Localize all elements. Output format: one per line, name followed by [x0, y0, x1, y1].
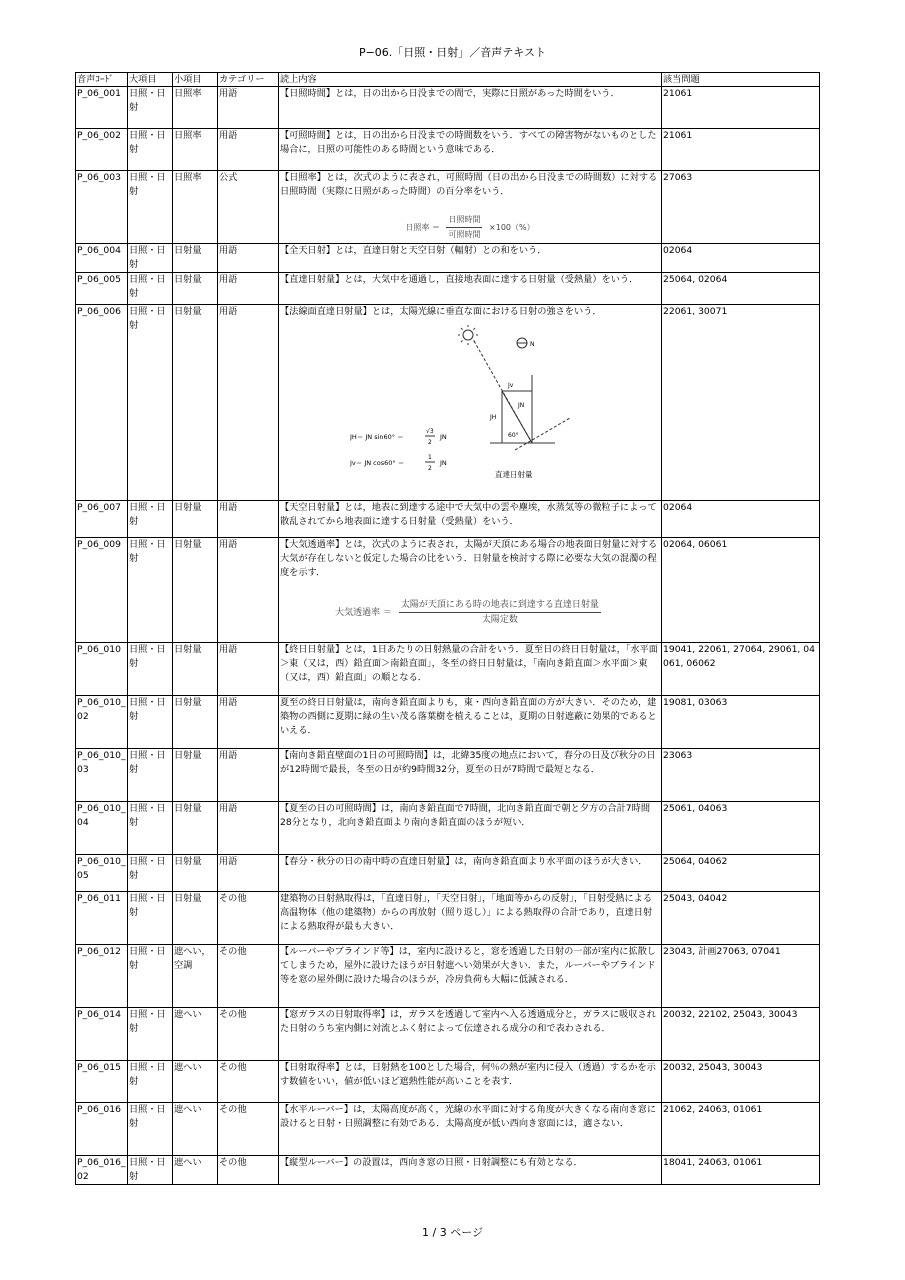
table-row	[76, 87, 820, 129]
cell-content	[279, 538, 662, 643]
cell-major: 日照・日射	[128, 538, 173, 643]
cell-major: 日照・日射	[128, 129, 173, 171]
cell-major: 日照・日射	[128, 749, 173, 802]
cell-category: 用語	[218, 129, 279, 171]
cell-code: P_06_010_05	[76, 855, 128, 892]
cell-major: 日照・日射	[128, 643, 173, 696]
table-row	[76, 305, 820, 501]
cell-refs: 22061, 30071	[662, 305, 820, 501]
cell-code: P_06_004	[76, 244, 128, 273]
cell-refs: 02064	[662, 501, 820, 538]
cell-refs: 25064, 04062	[662, 855, 820, 892]
cell-content	[279, 1008, 662, 1061]
cell-category: その他	[218, 1156, 279, 1185]
cell-content	[279, 305, 662, 501]
formula-fraction	[399, 598, 601, 627]
table-row	[76, 643, 820, 696]
table-row	[76, 129, 820, 171]
cell-minor: 日射量	[173, 855, 218, 892]
cell-refs: 25064, 02064	[662, 273, 820, 305]
formula-numerator: 日照時間	[446, 213, 482, 228]
cell-category: その他	[218, 1061, 279, 1103]
voice-text-table	[75, 72, 820, 1185]
cell-content	[279, 696, 662, 749]
sunshine-ratio-formula	[280, 213, 660, 242]
cell-code: P_06_012	[76, 945, 128, 1008]
table-row	[76, 171, 820, 244]
cell-major: 日照・日射	[128, 1061, 173, 1103]
cell-code: P_06_014	[76, 1008, 128, 1061]
cell-major: 日照・日射	[128, 273, 173, 305]
cell-code: P_06_002	[76, 129, 128, 171]
cell-code: P_06_011	[76, 892, 128, 945]
content-text: 【法線面直達日射量】とは，太陽光線に垂直な面における日射の強さをいう．	[280, 306, 602, 317]
content-text: 【縦型ルーバー】の設置は，西向き窓の日照・日射調整にも有効となる．	[280, 1157, 583, 1168]
cell-major: 日照・日射	[128, 696, 173, 749]
table-row	[76, 855, 820, 892]
cell-content	[279, 892, 662, 945]
cell-category: その他	[218, 892, 279, 945]
cell-major: 日照・日射	[128, 855, 173, 892]
cell-minor: 日射量	[173, 696, 218, 749]
cell-code: P_06_005	[76, 273, 128, 305]
cell-refs: 20032, 25043, 30043	[662, 1061, 820, 1103]
cell-minor: 遮へい	[173, 1103, 218, 1156]
cell-code: P_06_003	[76, 171, 128, 244]
table-body	[76, 87, 820, 1185]
cell-category: 用語	[218, 855, 279, 892]
page-title: P−06.「日照・日射」／音声テキスト	[358, 46, 547, 59]
cell-code: P_06_010_04	[76, 802, 128, 855]
cell-minor: 遮へい，空調	[173, 945, 218, 1008]
cell-refs: 20032, 22102, 25043, 30043	[662, 1008, 820, 1061]
cell-category: 用語	[218, 538, 279, 643]
cell-refs: 23043, 計画27063, 07041	[662, 945, 820, 1008]
cell-content	[279, 87, 662, 129]
content-text: 【大気透過率】とは，次式のように表され，太陽が天頂にある場合の地表面日射量に対する大気が存在しないと仮定した場合の比をいう．日射量を検討する際に必要な大気の混濁の程度を示す．	[280, 539, 658, 578]
equation-jh-num: √3	[426, 428, 434, 435]
cell-category: 用語	[218, 244, 279, 273]
cell-content	[279, 1103, 662, 1156]
cell-major: 日照・日射	[128, 244, 173, 273]
cell-category: 用語	[218, 643, 279, 696]
cell-minor: 遮へい	[173, 1156, 218, 1185]
header-content: 読上内容	[279, 73, 662, 87]
table-row	[76, 749, 820, 802]
cell-major: 日照・日射	[128, 892, 173, 945]
content-text: 【ルーバーやブラインド等】は，室内に設けると，窓を透過した日射の一部が室内に拡散してしまうため，屋外に設けたほうが日射遮へい効果が大きい．また，ルーバーやブラインド等を窓の屋外側に設けた場合のほうが，冷房負荷も大幅に低減される．	[280, 946, 656, 985]
cell-major: 日照・日射	[128, 171, 173, 244]
cell-code: P_06_010_03	[76, 749, 128, 802]
cell-category: 用語	[218, 802, 279, 855]
cell-content	[279, 244, 662, 273]
header-category: カテゴリー	[218, 73, 279, 87]
cell-category: 用語	[218, 305, 279, 501]
cell-refs: 25061, 04063	[662, 802, 820, 855]
cell-major: 日照・日射	[128, 305, 173, 501]
cell-minor: 日照率	[173, 87, 218, 129]
content-text: 【夏至の日の可照時間】は，南向き鉛直面で7時間，北向き鉛直面で朝と夕方の合計7時間28分となり，北向き鉛直面より南向き鉛直面のほうが短い．	[280, 803, 651, 828]
content-text: 夏至の終日日射量は，南向き鉛直面よりも，東・西向き鉛直面の方が大きい．そのため，建築物の西側に夏期に緑の生い茂る落葉樹を植えることは，夏期の日射遮蔽に効果的であるといえる．	[280, 697, 657, 736]
table-row	[76, 945, 820, 1008]
cell-content	[279, 643, 662, 696]
cell-refs: 19041, 22061, 27064, 29061, 04061, 06062	[662, 643, 820, 696]
cell-category: 用語	[218, 87, 279, 129]
cell-major: 日照・日射	[128, 501, 173, 538]
cell-refs: 21061	[662, 87, 820, 129]
table-row	[76, 501, 820, 538]
content-text: 【全天日射】とは，直達日射と天空日射（輻射）との和をいう．	[280, 245, 547, 256]
cell-content	[279, 802, 662, 855]
cell-refs: 27063	[662, 171, 820, 244]
transmittance-formula	[280, 598, 660, 627]
cell-content	[279, 171, 662, 244]
table-row	[76, 1061, 820, 1103]
equation-jh-tail: JN	[440, 433, 447, 441]
cell-code: P_06_010	[76, 643, 128, 696]
cell-content	[279, 501, 662, 538]
cell-refs: 21061	[662, 129, 820, 171]
cell-content	[279, 945, 662, 1008]
cell-code: P_06_006	[76, 305, 128, 501]
cell-refs: 21062, 24063, 01061	[662, 1103, 820, 1156]
content-text: 【終日日射量】とは，1日あたりの日射熱量の合計をいう．夏至日の終日日射量は，「水平面＞東（又は，西）鉛直面＞南鉛直面」，冬至の終日日射量は，「南向き鉛直面＞水平面＞東（又は，西）鉛直面」の順となる．	[280, 644, 658, 683]
cell-refs: 02064, 06061	[662, 538, 820, 643]
table-row	[76, 892, 820, 945]
label-jh: JH	[490, 414, 497, 421]
cell-category: その他	[218, 1008, 279, 1061]
formula-lhs: 大気透過率 ＝	[335, 608, 392, 618]
cell-refs: 18041, 24063, 01061	[662, 1156, 820, 1185]
table-row	[76, 1103, 820, 1156]
formula-denominator: 可照時間	[448, 230, 481, 239]
cell-content	[279, 273, 662, 305]
label-jv: Jv	[508, 382, 514, 389]
content-text: 【水平ルーバー】は，太陽高度が高く，光線の水平面に対する角度が大きくなる南向き窓に設けると日射・日照調整に有効である．太陽高度が低い西向き窓面には，適さない．	[280, 1104, 657, 1129]
table-row	[76, 1008, 820, 1061]
north-label: N	[530, 341, 535, 348]
label-angle: 60°	[508, 432, 519, 439]
table-row	[76, 696, 820, 749]
equation-jv-num: 1	[428, 454, 432, 461]
cell-minor: 日射量	[173, 749, 218, 802]
diagram-caption: 直達日射量	[495, 470, 533, 479]
formula-fraction	[446, 213, 482, 242]
cell-minor: 日射量	[173, 305, 218, 501]
cell-code: P_06_009	[76, 538, 128, 643]
cell-code: P_06_007	[76, 501, 128, 538]
content-text: 【日照時間】とは，日の出から日没までの間で，実際に日照があった時間をいう．	[280, 88, 620, 99]
cell-code: P_06_001	[76, 87, 128, 129]
normal-plane-line	[515, 418, 570, 450]
cell-category: その他	[218, 1103, 279, 1156]
label-jn: JN	[518, 402, 525, 409]
equation-jh-den: 2	[428, 439, 432, 446]
cell-major: 日照・日射	[128, 802, 173, 855]
formula-lhs: 日照率 ＝	[405, 223, 440, 232]
cell-minor: 日射量	[173, 501, 218, 538]
north-icon	[517, 338, 527, 348]
content-text: 【可照時間】とは，日の出から日没までの時間数をいう．すべての障害物がないものとした場合に，日照の可能性のある時間という意味である．	[280, 130, 657, 155]
cell-category: 用語	[218, 273, 279, 305]
cell-major: 日照・日射	[128, 1103, 173, 1156]
table-header-row	[76, 73, 820, 87]
content-text: 【日射取得率】とは，日射熱を100とした場合，何％の熱が室内に侵入（透過）するかを示す数値をいい，値が低いほど遮熱性能が高いことを表す．	[280, 1062, 656, 1087]
cell-category: その他	[218, 945, 279, 1008]
content-text: 【春分・秋分の日の南中時の直達日射量】は，南向き鉛直面より水平面のほうが大きい．	[280, 856, 648, 867]
equation-jv-den: 2	[428, 465, 432, 472]
table-row	[76, 273, 820, 305]
cell-major: 日照・日射	[128, 945, 173, 1008]
cell-category: 用語	[218, 749, 279, 802]
cell-minor: 遮へい	[173, 1008, 218, 1061]
table-row	[76, 244, 820, 273]
cell-refs: 23063	[662, 749, 820, 802]
content-text: 建築物の日射熱取得は，「直達日射」，「天空日射」，「地面等からの反射」，「日射受熱による高温物体（他の建築物）からの再放射（照り返し）」による熱取得の合計であり，直達日射による熱取得が最も大きい．	[280, 893, 653, 932]
cell-minor: 日射量	[173, 244, 218, 273]
header-code: 音声ｺｰﾄﾞ	[76, 73, 128, 87]
cell-content	[279, 1061, 662, 1103]
cell-refs: 02064	[662, 244, 820, 273]
equation-jv-tail: JN	[440, 459, 447, 467]
cell-content	[279, 855, 662, 892]
content-text: 【南向き鉛直壁面の1日の可照時間】は，北緯35度の地点において，春分の日及び秋分の日が12時間で最長，冬至の日が約9時間32分，夏至の日が7時間で最短となる．	[280, 750, 656, 775]
cell-minor: 遮へい	[173, 1061, 218, 1103]
cell-content	[279, 1156, 662, 1185]
cell-code: P_06_010_02	[76, 696, 128, 749]
cell-minor: 日射量	[173, 273, 218, 305]
cell-code: P_06_016_02	[76, 1156, 128, 1185]
cell-minor: 日射量	[173, 643, 218, 696]
cell-minor: 日照率	[173, 129, 218, 171]
table-row	[76, 538, 820, 643]
formula-denominator: 太陽定数	[481, 615, 518, 625]
formula-rhs: ×100（%）	[489, 223, 535, 232]
direct-radiation-diagram	[350, 325, 570, 495]
cell-code: P_06_016	[76, 1103, 128, 1156]
cell-content	[279, 129, 662, 171]
cell-refs: 25043, 04042	[662, 892, 820, 945]
equation-jh: JH＝ JN sin60° ＝	[350, 433, 404, 441]
content-text: 【直達日射量】とは，大気中を通過し，直接地表面に達する日射量（受熱量）をいう．	[280, 274, 639, 285]
content-text: 【日照率】とは，次式のように表され，可照時間（日の出から日没までの時間数）に対する日照時間（実際に日照があった時間）の百分率をいう．	[280, 172, 658, 197]
cell-minor: 日照率	[173, 171, 218, 244]
table-row	[76, 1156, 820, 1185]
cell-major: 日照・日射	[128, 1156, 173, 1185]
cell-minor: 日射量	[173, 538, 218, 643]
cell-content	[279, 749, 662, 802]
header-refs: 該当問題	[662, 73, 820, 87]
cell-major: 日照・日射	[128, 1008, 173, 1061]
cell-major: 日照・日射	[128, 87, 173, 129]
cell-code: P_06_015	[76, 1061, 128, 1103]
table-row	[76, 802, 820, 855]
header-major: 大項目	[128, 73, 173, 87]
cell-category: 用語	[218, 501, 279, 538]
cell-minor: 日射量	[173, 802, 218, 855]
page-footer: 1 / 3 ページ	[422, 1226, 483, 1239]
header-minor: 小項目	[173, 73, 218, 87]
cell-refs: 19081, 03063	[662, 696, 820, 749]
content-text: 【天空日射量】とは，地表に到達する途中で大気中の雲や塵埃，水蒸気等の微粒子によって散乱されてから地表面に達する日射量（受熱量）をいう．	[280, 502, 657, 527]
cell-category: 公式	[218, 171, 279, 244]
equation-jv: Jv＝ JN cos60° ＝	[350, 459, 405, 467]
content-text: 【窓ガラスの日射取得率】は，ガラスを透過して室内へ入る透過成分と，ガラスに吸収された日射のうち室内側に対流とふく射によって伝達される成分の和で表わされる．	[280, 1009, 656, 1034]
cell-category: 用語	[218, 696, 279, 749]
cell-minor: 日射量	[173, 892, 218, 945]
formula-numerator: 太陽が天頂にある時の地表に到達する直達日射量	[399, 598, 601, 613]
